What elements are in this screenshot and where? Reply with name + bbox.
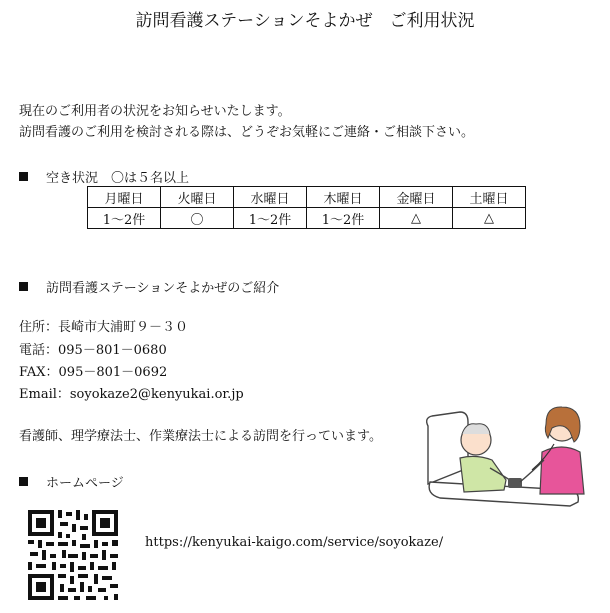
- day-monday: 月曜日: [88, 187, 161, 208]
- homepage-heading-row: [19, 472, 124, 491]
- nurse-patient-illustration: [420, 398, 590, 513]
- page-title: 訪問看護ステーションそよかぜ ご利用状況: [135, 11, 475, 31]
- square-bullet-icon: [19, 282, 28, 291]
- value-thursday: 1～2件: [307, 208, 380, 229]
- intro-line-1: 現在のご利用者の状況をお知らせいたします。: [19, 104, 291, 119]
- day-tuesday: 火曜日: [161, 187, 234, 208]
- homepage-url[interactable]: https://kenyukai-kaigo.com/service/soyokaze/: [145, 535, 444, 550]
- day-wednesday: 水曜日: [234, 187, 307, 208]
- service-description: 看護師、理学療法士、作業療法士による訪問を行っています。: [19, 429, 382, 444]
- availability-value-row: [88, 208, 526, 229]
- qr-code-icon[interactable]: [28, 510, 118, 600]
- intro-section-heading-row: [19, 277, 279, 296]
- intro-line-2: 訪問看護のご利用を検討される際は、どうぞお気軽にご連絡・ご相談下さい。: [19, 125, 475, 140]
- homepage-heading: ホームページ: [46, 476, 124, 491]
- day-saturday: 土曜日: [453, 187, 526, 208]
- availability-table: [87, 186, 526, 229]
- fax: FAX：095－801－0692: [19, 365, 168, 380]
- value-wednesday: 1～2件: [234, 208, 307, 229]
- email[interactable]: Email：soyokaze2@kenyukai.or.jp: [19, 387, 244, 402]
- square-bullet-icon: [19, 477, 28, 486]
- availability-heading-row: [19, 167, 189, 186]
- square-bullet-icon: [19, 172, 28, 181]
- intro-section-heading: 訪問看護ステーションそよかぜのご紹介: [46, 281, 280, 296]
- value-saturday: △: [453, 208, 526, 229]
- phone: 電話：095－801－0680: [19, 343, 167, 358]
- availability-heading: 空き状況 〇は５名以上: [46, 171, 190, 186]
- value-tuesday: 〇: [161, 208, 234, 229]
- day-friday: 金曜日: [380, 187, 453, 208]
- address: 住所：長崎市大浦町９－３０: [19, 320, 189, 335]
- availability-day-row: [88, 187, 526, 208]
- value-friday: △: [380, 208, 453, 229]
- value-monday: 1～2件: [88, 208, 161, 229]
- day-thursday: 木曜日: [307, 187, 380, 208]
